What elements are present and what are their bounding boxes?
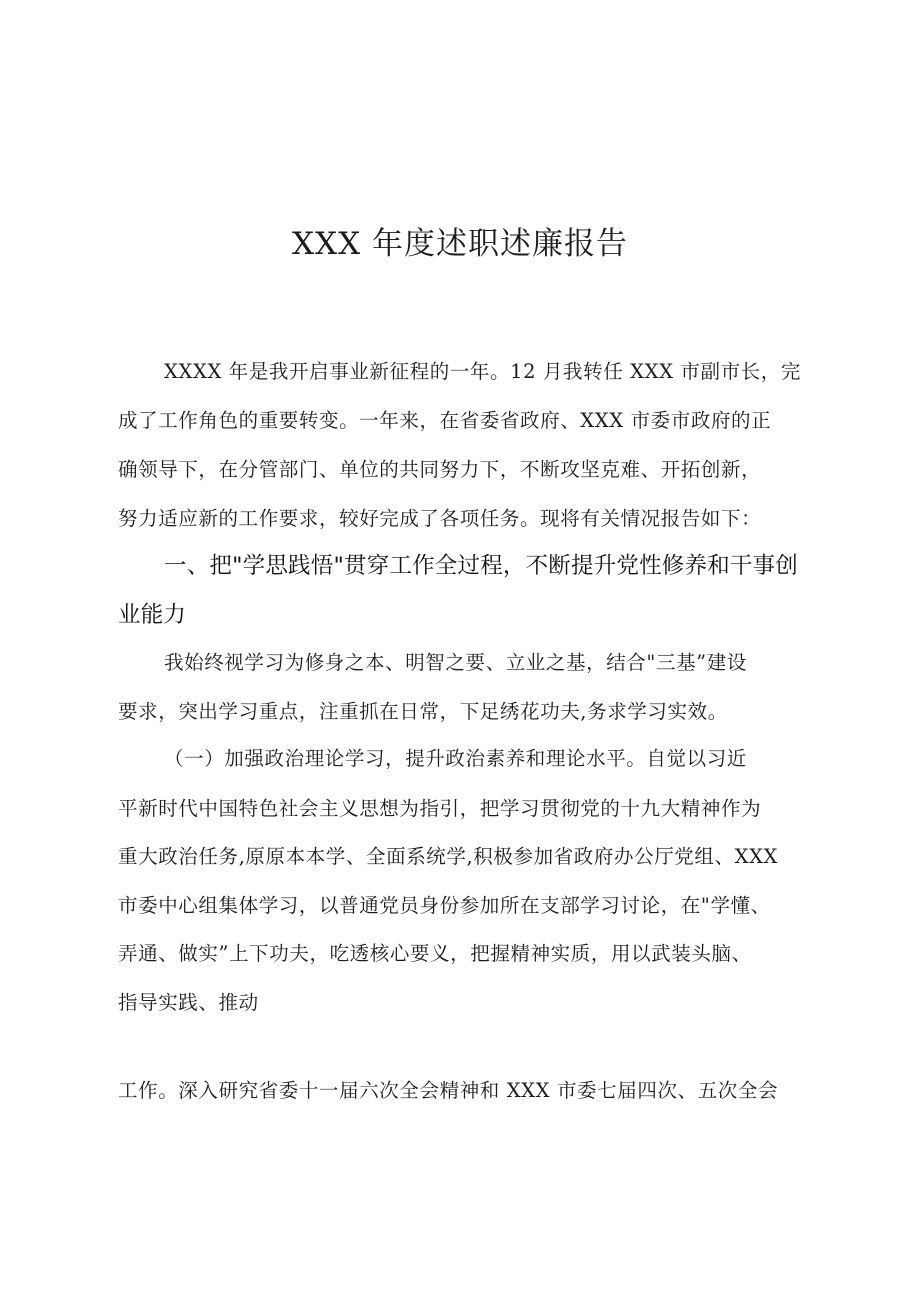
subsection1-line-6: 指导实践、推动 — [118, 991, 259, 1014]
section-heading-1: 一、把"学思践悟"贯穿工作全过程，不断提升党性修养和干事创 — [164, 553, 798, 579]
subsection1-line-1: （一）加强政治理论学习，提升政治素养和理论水平。自觉以习近 — [164, 747, 747, 770]
intro-line-4: 努力适应新的工作要求，较好完成了各项任务。现将有关情况报告如下： — [118, 507, 762, 530]
section-heading-1-cont: 业能力 — [118, 602, 187, 628]
intro-line-3: 确领导下，在分管部门、单位的共同努力下，不断攻坚克难、开拓创新， — [118, 458, 762, 481]
continued-line: 工作。深入研究省委十一届六次全会精神和 XXX 市委七届四次、五次全会 — [118, 1079, 779, 1102]
subsection1-line-3: 重大政治任务,原原本本学、全面系统学,积极参加省政府办公厅党组、XXX — [118, 845, 779, 868]
subsection1-line-5: 弄通、做实”上下功夫，吃透核心要义，把握精神实质，用以武装头脑、 — [118, 942, 752, 965]
intro-line-1: XXXX 年是我开启事业新征程的一年。12 月我转任 XXX 市副市长，完 — [164, 360, 801, 383]
subsection1-line-2: 平新时代中国特色社会主义思想为指引，把学习贯彻党的十九大精神作为 — [118, 797, 762, 820]
section1-para-line-1: 我始终视学习为修身之本、明智之要、立业之基，结合"三基”建设 — [164, 651, 747, 674]
document-title: XXX 年度述职述廉报告 — [291, 226, 629, 262]
intro-line-2: 成了工作角色的重要转变。一年来，在省委省政府、XXX 市委市政府的正 — [118, 409, 772, 432]
section1-para-line-2: 要求，突出学习重点，注重抓在日常，下足绣花功夫,务求学习实效。 — [118, 700, 728, 723]
subsection1-line-4: 市委中心组集体学习，以普通党员身份参加所在支部学习讨论，在"学懂、 — [118, 894, 771, 917]
